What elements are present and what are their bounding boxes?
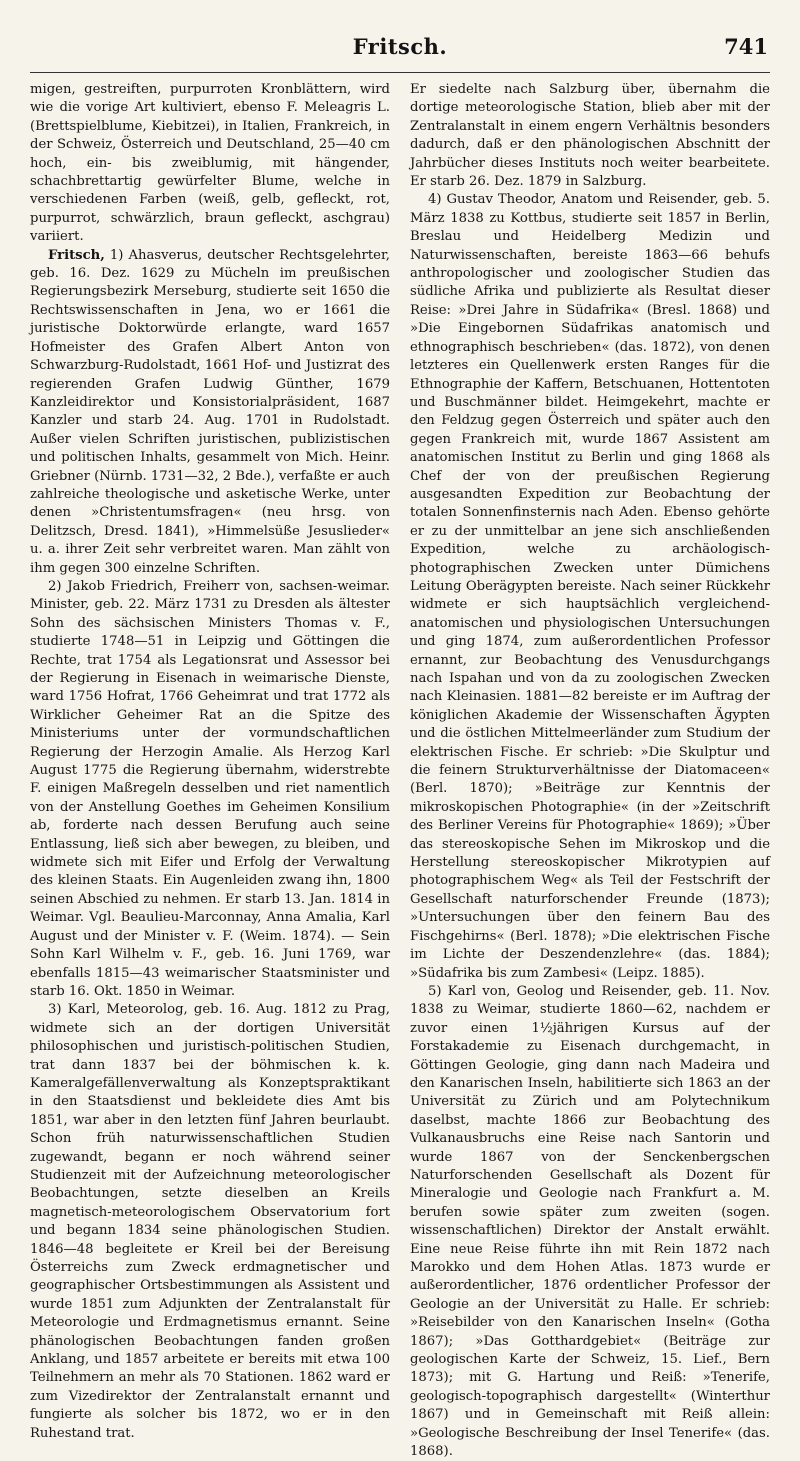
left-column (30, 81, 390, 1461)
paragraph: 1) Ahasverus, deutscher Rechtsgelehrter, geb. 16. Dez. 1629 zu Mücheln im preußischen Regierungsbezirk Merseburg, studierte seit 1650 die Rechtswissenschaften in Jena, wo er 1661 die juristische Doktorwürde erlangte, ward 1657 Hofmeister des Grafen Albert Anton von Schwarzburg-Rudolstadt, 1661 Hof- und Justizrat des regierenden Grafen Ludwig Günther, 1679 Kanzleidirektor und Konsistorialpräsident, 1687 Kanzler und starb 24. Aug. 1701 in Rudolstadt. Außer vielen Schriften juristischen, publizistischen und politischen Inhalts, gesammelt von Mich. Heinr. Griebner (Nürnb. 1731—32, 2 Bde.), verfaßte er auch zahlreiche theologische und asketische Werke, unter denen »Christentumsfragen« (neu hrsg. von Delitzsch, Dresd. 1841), »Himmelsüße Jesuslieder« u. a. ihrer Zeit sehr verbreitet waren. Man zählt von ihm gegen 300 einzelne Schriften. (30, 247, 390, 576)
entry-fritsch (30, 247, 390, 578)
headword: Fritsch, (48, 247, 105, 263)
paragraph: 5) Karl von, Geolog und Reisender, geb. 11. Nov. 1838 zu Weimar, studierte 1860—62, nachdem er zuvor einen 1½jährigen Kursus auf der Forstakademie zu Eisenach durchgemacht, in Göttingen Geologie, ging dann nach Madeira und den Kanarischen Inseln, habilitierte sich 1863 an der Universität zu Zürich und am Polytechnikum daselbst, machte 1866 zur Beobachtung des Vulkanausbruchs eine Reise nach Santorin und wurde 1867 von der Senckenbergschen Naturforschenden Gesellschaft als Dozent für Mineralogie und Geologie nach Frankfurt a. M. berufen sowie später zum zweiten (sogen. wissenschaftlichen) Direktor der Anstalt erwählt. Eine neue Reise führte ihn mit Rein 1872 nach Marokko und dem Hohen Atlas. 1873 wurde er außerordentlicher, 1876 ordentlicher Professor der Geologie an der Universität zu Halle. Er schrieb: »Reisebilder von den Kanarischen Inseln« (Gotha 1867); »Das Gotthardgebiet« (Beiträge zur geologischen Karte der Schweiz, 15. Lief., Bern 1873); mit G. Hartung und Reiß: »Tenerife, geologisch-topographisch dargestellt« (Winterthur 1867) und in Gemeinschaft mit Reiß allein: »Geologische Beschreibung der Insel Tenerife« (das. 1868). (410, 983, 770, 1460)
paragraph: 3) Karl, Meteorolog, geb. 16. Aug. 1812 zu Prag, widmete sich an der dortigen Universität philosophischen und juristisch-politischen Studien, trat dann 1837 bei der böhmischen k. k. Kameralgefällenverwaltung als Konzeptspraktikant in den Staatsdienst und bekleidete dies Amt bis 1851, war aber in den letzten fünf Jahren beurlaubt. Schon früh naturwissenschaftlichen Studien zugewandt, begann er noch während seiner Studienzeit mit der Aufzeichnung meteorologischer Beobachtungen, setzte dieselben an Kreils magnetisch-meteorologischem Observatorium fort und begann 1834 seine phänologischen Studien. 1846—48 begleitete er Kreil bei der Bereisung Österreichs zum Zweck erdmagnetischer und geographischer Ortsbestimmungen als Assistent und wurde 1851 zum Adjunkten der Zentralanstalt für Meteorologie und Erdmagnetismus ernannt. Seine phänologischen Beobachtungen fanden großen Anklang, und 1857 arbeitete er bereits mit etwa 100 Teilnehmern an mehr als 70 Stationen. 1862 ward er zum Vizedirektor der Zentralanstalt ernannt und fungierte als solcher bis 1872, wo er in den Ruhestand trat. (30, 1002, 390, 1441)
paragraph: 2) Jakob Friedrich, Freiherr von, sachsen-weimar. Minister, geb. 22. März 1731 zu Dresden als ältester Sohn des sächsischen Ministers Thomas v. F., studierte 1748—51 in Leipzig und Göttingen die Rechte, trat 1754 als Legationsrat und Assessor bei der Regierung in Eisenach in weimarische Dienste, ward 1756 Hofrat, 1766 Geheimrat und trat 1772 als Wirklicher Geheimer Rat an die Spitze des Ministeriums unter der vormundschaftlichen Regierung der Herzogin Amalie. Als Herzog Karl August 1775 die Regierung übernahm, widerstrebte F. einigen Maßregeln desselben und riet namentlich von der Anstellung Goethes im Geheimen Konsilium ab, forderte nach dessen Berufung auch seine Entlassung, ließ sich aber bewegen, zu bleiben, und widmete sich mit Eifer und Erfolg der Verwaltung des kleinen Staats. Ein Augenleiden zwang ihn, 1800 seinen Abschied zu nehmen. Er starb 13. Jan. 1814 in Weimar. Vgl. Beaulieu-Marconnay, Anna Amalia, Karl August und der Minister v. F. (Weim. 1874). — Sein Sohn Karl Wilhelm v. F., geb. 16. Juni 1769, war ebenfalls 1815—43 weimarischer Staatsminister und starb 16. Okt. 1850 in Weimar. (30, 578, 390, 999)
right-column (410, 81, 770, 1461)
running-head: Fritsch. (352, 34, 448, 59)
page-number: 741 (724, 34, 768, 59)
paragraph: 4) Gustav Theodor, Anatom und Reisender, geb. 5. März 1838 zu Kottbus, studierte seit 1857 in Berlin, Breslau und Heidelberg Medizin und Naturwissenschaften, bereiste 1863—66 behufs anthropologischer und zoologischer Studien das südliche Afrika und publizierte als Resultat dieser Reise: »Drei Jahre in Südafrika« (Bresl. 1868) und »Die Eingebornen Südafrikas anatomisch und ethnographisch beschrieben« (das. 1872), von denen letzteres ein Quellenwerk ersten Ranges für die Ethnographie der Kaffern, Betschuanen, Hottentoten und Buschmänner bildet. Heimgekehrt, machte er den Feldzug gegen Österreich und später auch den gegen Frankreich mit, wurde 1867 Assistent am anatomischen Institut zu Berlin und ging 1868 als Chef der von der preußischen Regierung ausgesandten Expedition zur Beobachtung der totalen Sonnenfinsternis nach Aden. Ebenso gehörte er zu der unmittelbar an jene sich anschließenden Expedition, welche zu archäologisch-photographischen Zwecken unter Dümichens Leitung Oberägypten bereiste. Nach seiner Rückkehr widmete er sich hauptsächlich vergleichend-anatomischen und physiologischen Untersuchungen und ging 1874, zum außerordentlichen Professor ernannt, zur Beobachtung des Venusdurchgangs nach Ispahan und von da zu zoologischen Zwecken nach Kleinasien. 1881—82 bereiste er im Auftrag der königlichen Akademie der Wissenschaften Ägypten und die östlichen Mittelmeerländer zum Studium der elektrischen Fische. Er schrieb: »Die Skulptur und die feinern Strukturverhältnisse der Diatomaceen« (Berl. 1870); »Beiträge zur Kenntnis der mikroskopischen Photographie« (in der »Zeitschrift des Berliner Vereins für Photographie« 1869); »Über das stereoskopische Sehen im Mikroskop und die Herstellung stereoskopischer Mikrotypien auf photographischem Weg« als Teil der Festschrift der Gesellschaft naturforschender Freunde (1873); »Untersuchungen über den feinern Bau des Fischgehirns« (Berl. 1878); »Die elektrischen Fische im Lichte der Deszendenzlehre« (das. 1884); »Südafrika bis zum Zambesi« (Leipz. 1885). (410, 192, 770, 981)
paragraph: Er siedelte nach Salzburg über, übernahm die dortige meteorologische Station, blieb aber mit der Zentralanstalt in einem engern Verhältnis besonders dadurch, daß er den phänologischen Abschnitt der Jahrbücher dieses Instituts noch weiter bearbeitete. Er starb 26. Dez. 1879 in Salzburg. (410, 82, 770, 190)
columns (30, 81, 770, 1461)
page-header (30, 28, 770, 73)
paragraph: migen, gestreiften, purpurroten Kronblättern, wird wie die vorige Art kultiviert, ebenso F. Meleagris L. (Brettspielblume, Kiebitzei), in Italien, Frankreich, in der Schweiz, Österreich und Deutschland, 25—40 cm hoch, ein- bis zweiblumig, mit hängender, schachbrettartig gewürfelter Blume, welche in verschiedenen Farben (weiß, gelb, gefleckt, rot, purpurrot, schwärzlich, braun gefleckt, aschgrau) variiert. (30, 82, 390, 245)
